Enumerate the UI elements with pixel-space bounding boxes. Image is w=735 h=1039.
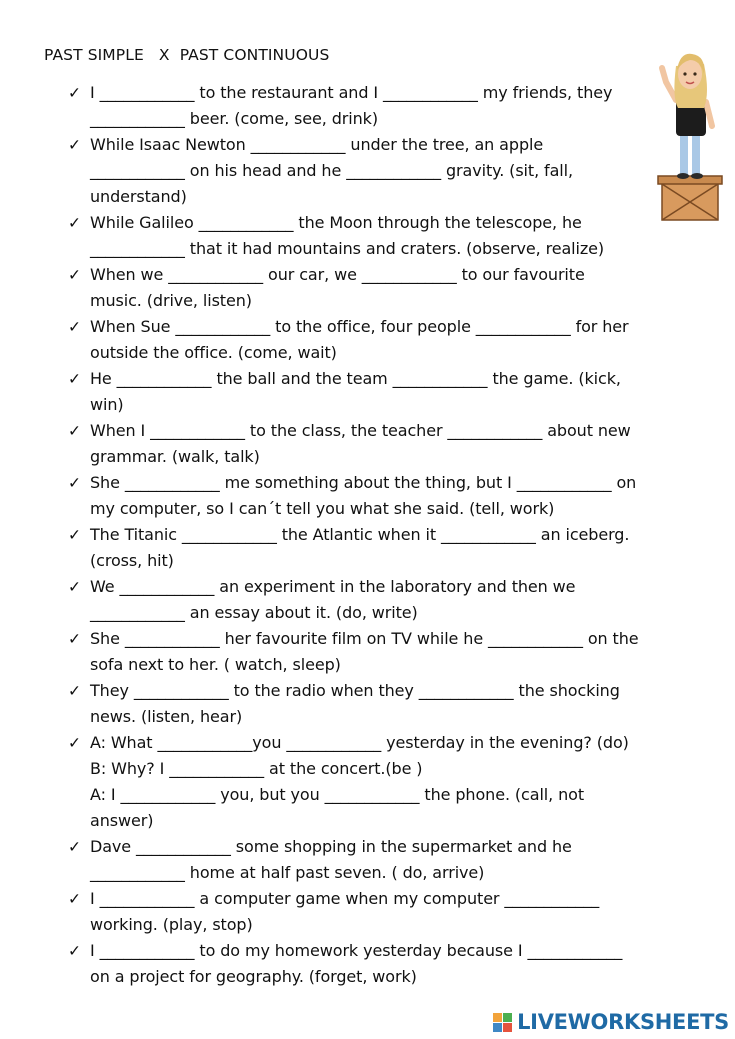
exercise-line: ____________ home at half past seven. ( do, arrive) [90,863,485,882]
exercise-line: ____________ on his head and he ____________ gravity. (sit, fall, [90,161,573,180]
checkmark-icon: ✓ [68,422,81,440]
exercise-item [68,886,708,938]
exercise-line: We ____________ an experiment in the laboratory and then we [90,577,576,596]
checkmark-icon: ✓ [68,370,81,388]
exercise-line: She ____________ her favourite film on TV while he ____________ on the [90,629,639,648]
exercise-item [68,80,708,132]
exercise-item [68,418,708,470]
liveworksheets-logo-text: LIVEWORKSHEETS [517,1010,729,1034]
worksheet-title: PAST SIMPLE X PAST CONTINUOUS [44,46,330,64]
checkmark-icon: ✓ [68,266,81,284]
exercise-item [68,522,708,574]
exercise-line: (cross, hit) [90,551,174,570]
exercise-item [68,366,708,418]
exercise-line: working. (play, stop) [90,915,253,934]
checkmark-icon: ✓ [68,942,81,960]
exercise-item [68,730,708,834]
exercise-line: my computer, so I can´t tell you what she said. (tell, work) [90,499,555,518]
exercise-line: B: Why? I ____________ at the concert.(be ) [90,759,423,778]
exercise-line: While Isaac Newton ____________ under the tree, an apple [90,135,544,154]
checkmark-icon: ✓ [68,84,81,102]
checkmark-icon: ✓ [68,318,81,336]
exercise-item [68,678,708,730]
exercise-line: grammar. (walk, talk) [90,447,260,466]
checkmark-icon: ✓ [68,526,81,544]
exercise-line: A: I ____________ you, but you ____________ the phone. (call, not [90,785,585,804]
exercise-item [68,210,708,262]
exercise-line: I ____________ a computer game when my computer ____________ [90,889,600,908]
exercise-line: While Galileo ____________ the Moon through the telescope, he [90,213,582,232]
liveworksheets-logo-icon [492,1011,514,1033]
exercise-line: win) [90,395,124,414]
exercise-line: ____________ an essay about it. (do, write) [90,603,418,622]
exercise-item [68,262,708,314]
exercise-line: outside the office. (come, wait) [90,343,337,362]
exercise-line: She ____________ me something about the thing, but I ____________ on [90,473,637,492]
footer-brand [492,1011,729,1033]
exercise-line: When I ____________ to the class, the teacher ____________ about new [90,421,631,440]
exercise-line: on a project for geography. (forget, work) [90,967,417,986]
checkmark-icon: ✓ [68,474,81,492]
exercise-line: When we ____________ our car, we ____________ to our favourite [90,265,585,284]
exercise-line: answer) [90,811,154,830]
exercise-list [68,80,708,990]
exercise-item [68,938,708,990]
exercise-line: The Titanic ____________ the Atlantic when it ____________ an iceberg. [90,525,630,544]
exercise-line: ____________ that it had mountains and craters. (observe, realize) [90,239,605,258]
checkmark-icon: ✓ [68,734,81,752]
exercise-line: Dave ____________ some shopping in the supermarket and he [90,837,572,856]
exercise-line: sofa next to her. ( watch, sleep) [90,655,341,674]
exercise-line: A: What ____________you ____________ yesterday in the evening? (do) [90,733,629,752]
exercise-line: ____________ beer. (come, see, drink) [90,109,378,128]
avatar-illustration [650,38,730,223]
exercise-item [68,470,708,522]
exercise-item [68,834,708,886]
exercise-line: music. (drive, listen) [90,291,252,310]
exercise-line: I ____________ to do my homework yesterday because I ____________ [90,941,623,960]
exercise-line: I ____________ to the restaurant and I ____________ my friends, they [90,83,613,102]
exercise-item [68,314,708,366]
exercise-item [68,626,708,678]
exercise-line: When Sue ____________ to the office, four people ____________ for her [90,317,629,336]
exercise-item [68,132,708,210]
exercise-line: They ____________ to the radio when they ____________ the shocking [90,681,620,700]
exercise-item [68,574,708,626]
checkmark-icon: ✓ [68,214,81,232]
exercise-line: understand) [90,187,187,206]
checkmark-icon: ✓ [68,838,81,856]
exercise-line: He ____________ the ball and the team ____________ the game. (kick, [90,369,621,388]
checkmark-icon: ✓ [68,682,81,700]
checkmark-icon: ✓ [68,890,81,908]
checkmark-icon: ✓ [68,578,81,596]
checkmark-icon: ✓ [68,630,81,648]
exercise-line: news. (listen, hear) [90,707,243,726]
checkmark-icon: ✓ [68,136,81,154]
